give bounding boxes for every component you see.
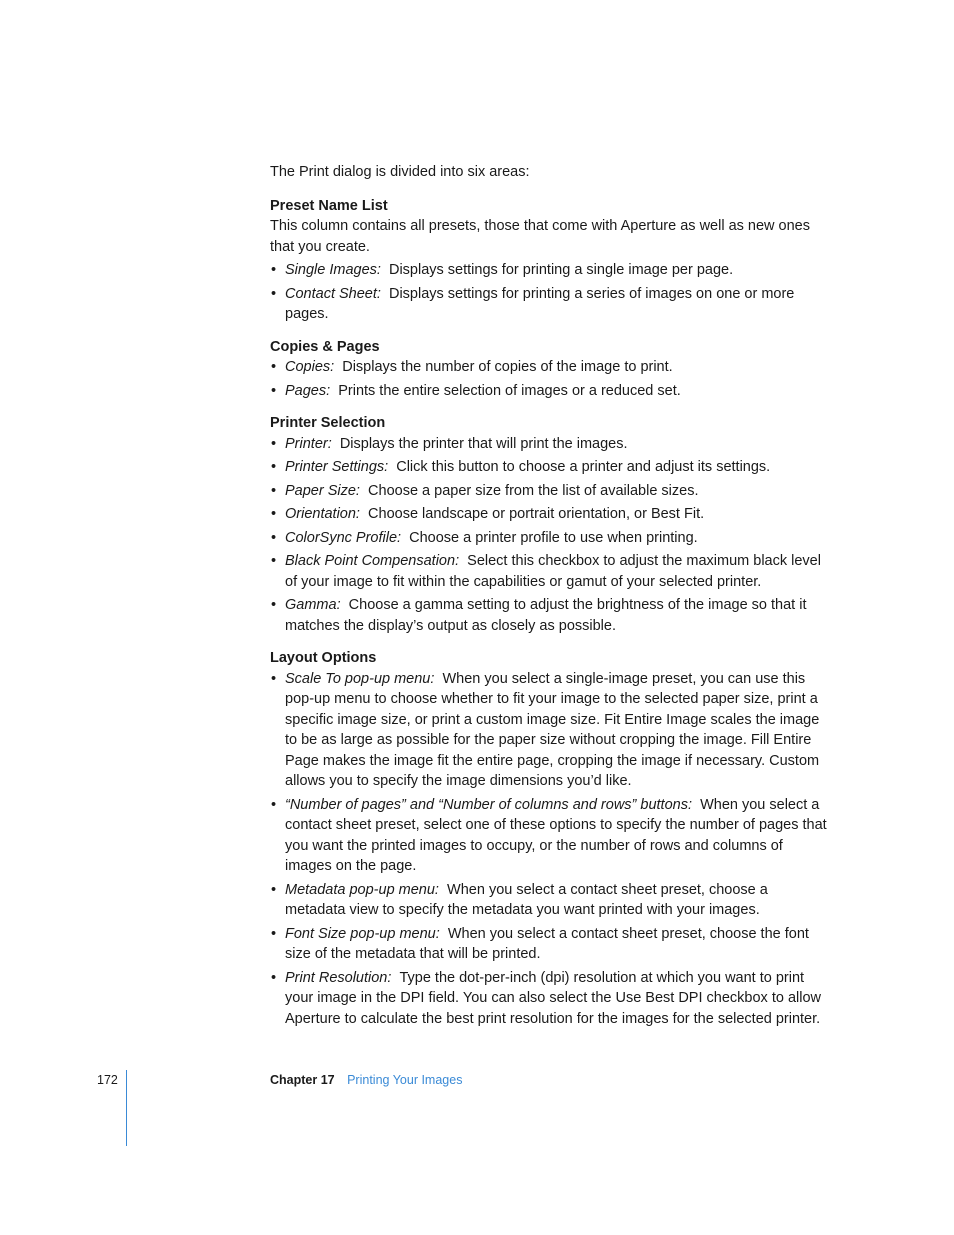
list-item-text: Prints the entire selection of images or a reduced set. (338, 382, 681, 399)
list-item (270, 260, 830, 281)
bullet-list (270, 357, 830, 401)
list-item-term: ColorSync Profile: (285, 529, 402, 546)
list-item (270, 595, 830, 636)
list-item (270, 880, 830, 921)
section-preset-name-list (270, 196, 830, 325)
list-item (270, 457, 830, 478)
list-item-text: Choose a printer profile to use when printing. (409, 529, 698, 546)
list-item-term: Orientation: (285, 506, 360, 522)
list-item (270, 795, 830, 877)
bullet-list (270, 260, 830, 325)
section-description: This column contains all presets, those that come with Aperture as well as new ones that you create. (270, 218, 810, 255)
list-item (270, 528, 830, 549)
list-item-term: Pages: (285, 382, 331, 399)
list-item-text: Choose landscape or portrait orientation, or Best Fit. (368, 506, 705, 522)
list-item-text: When you select a contact sheet preset, choose a metadata view to specify the metadata you want printed with your images. (285, 881, 768, 918)
list-item (270, 381, 830, 402)
list-item (270, 504, 830, 525)
list-item (270, 968, 830, 1030)
list-item-text: Click this button to choose a printer and adjust its settings. (396, 459, 771, 475)
list-item (270, 669, 830, 792)
list-item-text: When you select a single-image preset, you can use this pop-up menu to choose whether to fit your image to the selected paper size, print a specific image size, or print a custom image size. Fit Entire Image scales the image to be as large as possible for the paper size without cropping the image. Fill Entire Page makes the image fit the entire page, cropping the image if necessary. Custom allows you to specify the image dimensions you’d like. (285, 670, 820, 789)
list-item-term: Metadata pop-up menu: (285, 881, 439, 898)
chapter-title-link[interactable]: Printing Your Images (347, 1073, 463, 1087)
section-heading: Layout Options (270, 650, 377, 666)
list-item-term: Single Images: (285, 262, 381, 278)
list-item (270, 357, 830, 378)
section-heading: Preset Name List (270, 197, 388, 214)
chapter-footer (270, 1071, 462, 1089)
list-item-text: When you select a contact sheet preset, select one of these options to specify the number of pages that you want the printed images to occupy, or the number of rows and columns of images on the page. (285, 796, 827, 874)
list-item-text: Displays settings for printing a series of images on one or more pages. (285, 285, 795, 322)
list-item-text: Displays the printer that will print the images. (339, 435, 628, 452)
list-item-term: Print Resolution: (285, 969, 392, 986)
list-item-term: “Number of pages” and “Number of columns and rows” buttons: (285, 796, 692, 813)
bullet-list (270, 669, 830, 1030)
intro-paragraph: The Print dialog is divided into six areas: (270, 164, 530, 180)
list-item (270, 551, 830, 592)
list-item-text: Displays settings for printing a single image per page. (388, 262, 734, 278)
section-copies-pages (270, 337, 830, 402)
bullet-list (270, 434, 830, 637)
section-printer-selection (270, 413, 830, 636)
section-heading: Copies & Pages (270, 338, 380, 355)
list-item-term: Copies: (285, 359, 335, 375)
section-heading: Printer Selection (270, 415, 386, 431)
list-item (270, 434, 830, 455)
list-item-term: Contact Sheet: (285, 285, 381, 302)
list-item-term: Printer Settings: (285, 459, 389, 475)
list-item-text: Choose a gamma setting to adjust the brightness of the image so that it matches the display’s output as closely as possible. (285, 597, 807, 634)
list-item (270, 924, 830, 965)
list-item-text: When you select a contact sheet preset, choose the font size of the metadata that will be printed. (285, 925, 809, 962)
list-item (270, 481, 830, 502)
page-body (270, 162, 830, 1041)
list-item-term: Printer: (285, 435, 332, 452)
list-item (270, 284, 830, 325)
list-item-text: Select this checkbox to adjust the maximum black level of your image to fit within the capabilities or gamut of your selected printer. (285, 553, 821, 590)
chapter-label: Chapter 17 (270, 1073, 335, 1087)
list-item-term: Font Size pop-up menu: (285, 925, 440, 942)
list-item-term: Scale To pop-up menu: (285, 670, 435, 687)
list-item-term: Paper Size: (285, 482, 360, 499)
list-item-text: Type the dot-per-inch (dpi) resolution at which you want to print your image in the DPI field. You can also select the Use Best DPI checkbox to allow Aperture to calculate the best print resolution for the images for the selected printer. (285, 969, 821, 1027)
list-item-text: Choose a paper size from the list of available sizes. (368, 482, 699, 499)
section-layout-options (270, 648, 830, 1029)
list-item-term: Black Point Compensation: (285, 553, 460, 569)
list-item-text: Displays the number of copies of the image to print. (342, 359, 673, 375)
list-item-term: Gamma: (285, 597, 341, 613)
footer-divider (126, 1070, 127, 1146)
page-number: 172 (97, 1073, 118, 1087)
